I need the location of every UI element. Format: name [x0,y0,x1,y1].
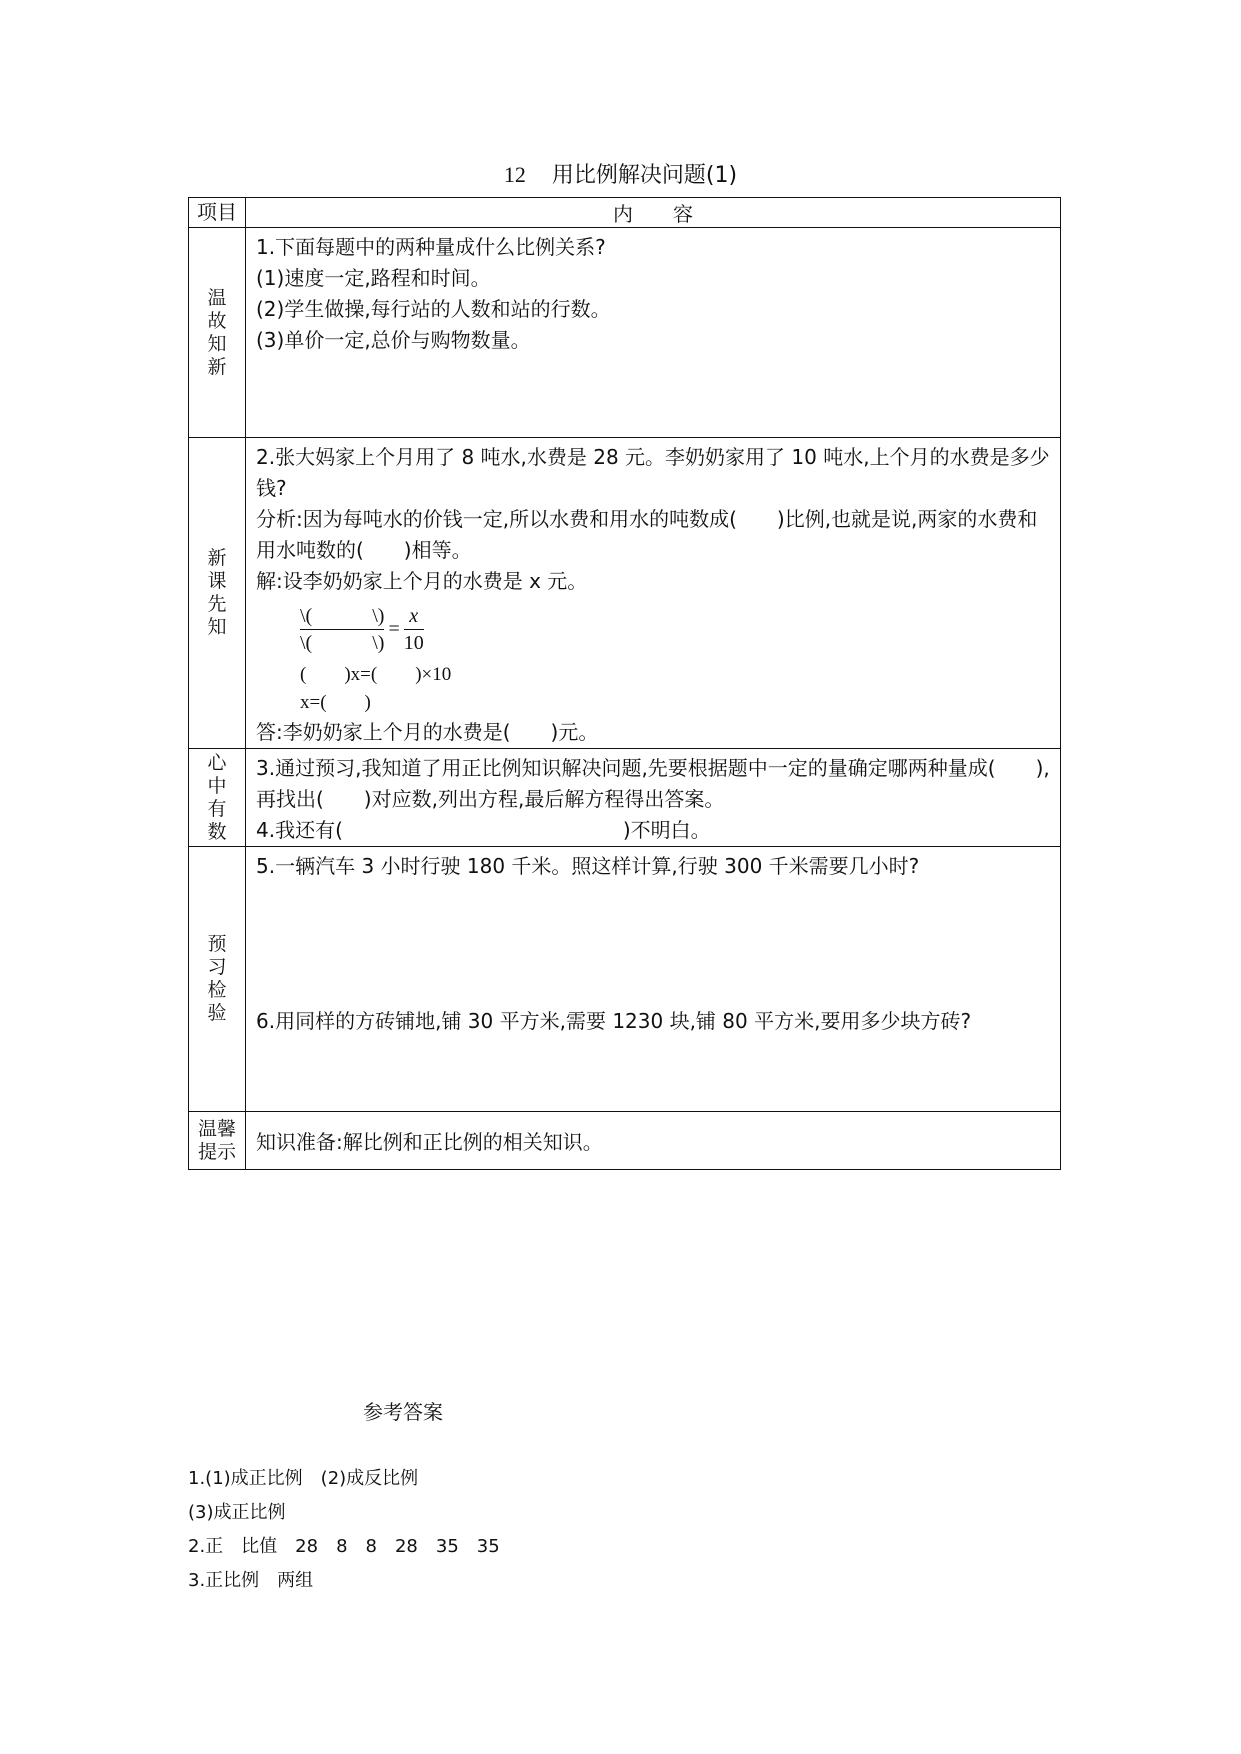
analysis-text: 分析:因为每吨水的价钱一定,所以水费和用水的吨数成( )比例,也就是说,两家的水费和用水吨数的( )相等。 [256,507,1038,562]
answers-list [188,1462,500,1598]
row-label-summary: 心中有数 [189,749,246,847]
question-3: 3.通过预习,我知道了用正比例知识解决问题,先要根据题中一定的量确定哪两种量成( ),再找出( )对应数,列出方程,最后解方程得出答案。 [256,756,1050,811]
right-fraction-numerator: x [409,604,419,627]
row-label-check: 预习检验 [189,847,246,1112]
answer-line-4: 3.正比例 两组 [188,1570,314,1591]
table-row-tip [189,1112,1061,1170]
question-5: 5.一辆汽车 3 小时行驶 180 千米。照这样计算,行驶 300 千米需要几小时? [256,854,920,878]
table-row-new-lesson [189,438,1061,749]
answer-line-2: (3)成正比例 [188,1502,286,1523]
right-fraction [404,603,424,656]
table-header-row [189,198,1061,228]
solution-setup: 解:设李奶奶家上个月的水费是 x 元。 [256,569,588,593]
left-fraction [300,603,384,656]
table-row-review [189,228,1061,438]
table-row-check [189,847,1061,1112]
row-label-tip: 温馨提示 [189,1112,246,1170]
question-6: 6.用同样的方砖铺地,铺 30 平方米,需要 1230 块,铺 80 平方米,要用多少块方砖? [256,1009,972,1033]
answer-statement: 答:李奶奶家上个月的水费是( )元。 [256,720,599,744]
header-content: 内 容 [246,198,1061,228]
right-fraction-denominator: 10 [403,631,424,654]
row-content-check [246,847,1061,1112]
row-content-review [246,228,1061,438]
row-content-new-lesson [246,438,1061,749]
answer-line-3: 2.正 比值 28 8 8 28 35 35 [188,1536,500,1557]
row-label-review: 温故知新 [189,228,246,438]
answer-line-1: 1.(1)成正比例 (2)成反比例 [188,1468,419,1489]
question-1: 1.下面每题中的两种量成什么比例关系? [256,235,606,259]
question-1-2: (2)学生做操,每行站的人数和站的行数。 [256,297,611,321]
proportion-equation [300,597,1050,661]
question-1-1: (1)速度一定,路程和时间。 [256,266,491,290]
left-fraction-denominator: \( \) [300,631,385,654]
tip-text: 知识准备:解比例和正比例的相关知识。 [256,1130,603,1154]
equation-step-3: x=( ) [300,692,371,713]
answers-heading: 参考答案 [363,1400,443,1424]
row-content-summary [246,749,1061,847]
header-item: 项目 [189,198,246,228]
question-1-3: (3)单价一定,总价与购物数量。 [256,328,531,352]
lesson-table [188,197,1061,1170]
left-fraction-numerator: \( \) [300,604,385,627]
lesson-number: 12 [503,162,526,187]
row-label-new-lesson: 新课先知 [189,438,246,749]
question-2: 2.张大妈家上个月用了 8 吨水,水费是 28 元。李奶奶家用了 10 吨水,上个月的水费是多少钱? [256,445,1050,500]
question-4: 4.我还有( )不明白。 [256,818,711,842]
lesson-title: 用比例解决问题(1) [551,163,738,188]
equals-sign: = [388,617,400,640]
equation-step-2: ( )x=( )×10 [300,664,452,685]
table-row-summary [189,749,1061,847]
page-title [0,160,1241,191]
row-content-tip [246,1112,1061,1170]
